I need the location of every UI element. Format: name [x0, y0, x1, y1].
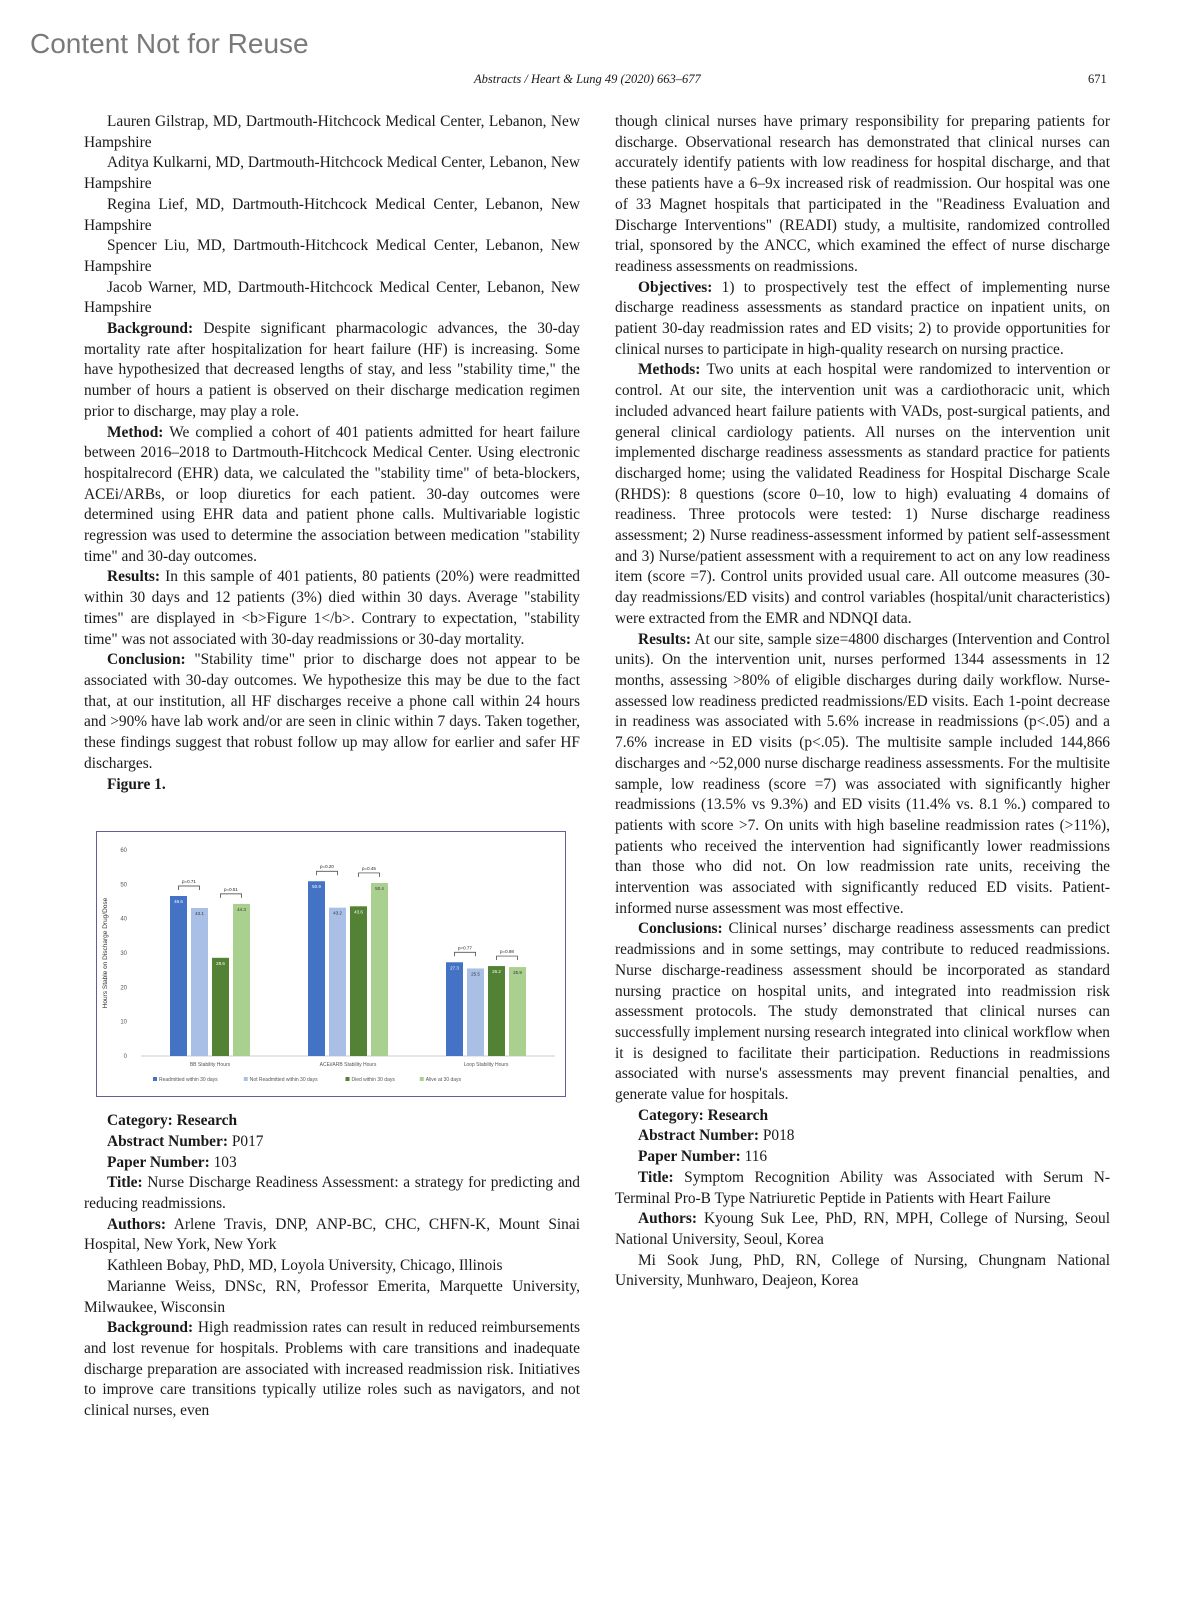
background-label: Background:: [107, 1319, 194, 1337]
bar: [371, 883, 388, 1056]
title-line: [615, 1168, 1110, 1209]
p-value-bracket: [221, 894, 242, 898]
data-label: 46.6: [174, 899, 183, 905]
authors-line: [615, 1209, 1110, 1250]
background-text: High readmission rates can result in reduced reimbursements and lost revenue for hospitals. Problems with care transitions and inadequate discharge preparation are associated with increased readmission risk. Initiatives to improve care transitions typically utilize roles such as navigators, and not clinical nurses, even: [84, 1319, 580, 1420]
results-paragraph: [84, 567, 580, 650]
bar: [509, 967, 526, 1056]
background-label: Background:: [107, 320, 194, 338]
authors-line: [84, 1215, 580, 1256]
legend-label: Alive at 30 days: [425, 1077, 462, 1084]
paper-number-label: Paper Number:: [107, 1153, 210, 1171]
y-tick-label: 10: [120, 1019, 127, 1026]
p-value-bracket: [179, 886, 200, 890]
author-affiliation: Jacob Warner, MD, Dartmouth-Hitchcock Medical Center, Lebanon, New Hampshire: [84, 278, 580, 317]
bar: [212, 958, 229, 1056]
figure-1: [96, 831, 566, 1097]
conclusions-paragraph: [615, 919, 1110, 1105]
bar-chart: [97, 832, 565, 1096]
authors-label: Authors:: [107, 1215, 166, 1233]
data-label: 43.2: [333, 910, 342, 916]
title-value: Nurse Discharge Readiness Assessment: a strategy for predicting and reducing readmissions.: [84, 1174, 580, 1213]
legend-swatch: [244, 1077, 248, 1081]
legend-label: Not Readmitted within 30 days: [249, 1077, 318, 1084]
data-label: 43.1: [195, 911, 204, 917]
right-column: [615, 112, 1110, 1292]
y-tick-label: 30: [120, 951, 127, 958]
y-tick-label: 60: [120, 848, 127, 855]
p-value-bracket: [497, 956, 518, 960]
category-line: [615, 1106, 1110, 1127]
background-text: Despite significant pharmacologic advances, the 30-day mortality rate after hospitalization for heart failure (HF) is increasing. Some have hypothesized that decreased lengths of stay, and less "stability time," the number of hours a patient is observed on their discharge medication regimen prior to discharge, may play a role.: [84, 320, 580, 420]
methods-paragraph: [615, 360, 1110, 629]
background-paragraph: [84, 1318, 580, 1422]
method-paragraph: [84, 423, 580, 568]
y-tick-label: 50: [120, 882, 127, 889]
bar: [170, 896, 187, 1056]
p-value-bracket: [359, 873, 380, 877]
results-label: Results:: [107, 568, 161, 586]
y-tick-label: 40: [120, 916, 127, 923]
methods-text: Two units at each hospital were randomized to intervention or control. At our site, the intervention unit was a cardiothoracic unit, which included advanced heart failure patients with VADs, post-surgical patients, and general clinical cardiology patients. All nurses on the intervention unit implemented discharge readiness assessments as standard practice for patients discharged home; using the validated Readiness for Hospital Discharge Scale (RHDS): 8 questions (score 0–10, low to high) evaluating 4 domains of readiness. Three protocols were tested: 1) Nurse discharge readiness assessment; 2) Nurse readiness-assessment informed by patient self-assessment and 3) Nurse/patient assessment with a requirement to act on any low readiness item (score =7). Control units provided usual care. All outcome measures (30-day readmissions/ED visits) and control variables (hospital/unit characteristics) were extracted from the EMR and NDNQI data.: [615, 361, 1110, 627]
conclusion-label: Conclusion:: [107, 651, 186, 669]
author-affiliation: Spencer Liu, MD, Dartmouth-Hitchcock Medical Center, Lebanon, New Hampshire: [84, 237, 580, 275]
title-label: Title:: [638, 1168, 674, 1186]
conclusion-text: "Stability time" prior to discharge does not appear to be associated with 30-day outcomes. We hypothesize this may be due to the fact that, at our institution, all HF discharges receive a phone call within 24 hours and >90% have lab work and/or are seen in clinic within 7 days. Taken together, these findings suggest that robust follow up may allow for earlier and safer HF discharges.: [84, 651, 580, 772]
p-value-label: p=0.71: [182, 879, 196, 885]
background-paragraph: [84, 319, 580, 423]
method-text: We complied a cohort of 401 patients admitted for heart failure between 2016–2018 to Dartmouth-Hitchcock Medical Center. Using electronic hospitalrecord (EHR) data, we calculated the "stability time" of beta-blockers, ACEi/ARBs, or loop diuretics for each patient. 30-day outcomes were determined using EHR data and patient phone calls. Multivariable logistic regression was used to determine the association between medication "stability time" and 30-day outcomes.: [84, 423, 580, 565]
authors-label: Authors:: [638, 1210, 697, 1228]
author-affiliation: Mi Sook Jung, PhD, RN, College of Nursing, Chungnam National University, Munhwaro, Deajeon, Korea: [615, 1251, 1110, 1290]
data-label: 26.2: [492, 969, 501, 975]
bar: [233, 904, 250, 1056]
authors-value: Kyoung Suk Lee, PhD, RN, MPH, College of Nursing, Seoul National University, Seoul, Korea: [615, 1210, 1111, 1248]
p-value-label: p=0.98: [500, 949, 514, 955]
category-value: Research: [176, 1112, 238, 1130]
category-value: Research: [707, 1106, 769, 1124]
p-value-label: p=0.45: [362, 866, 376, 872]
abstract-number-label: Abstract Number:: [107, 1132, 228, 1150]
p-value-label: p=0.51: [224, 887, 238, 893]
paper-number-value: 103: [213, 1153, 237, 1171]
figure-label: Figure 1.: [107, 775, 166, 793]
data-label: 50.9: [312, 884, 321, 890]
bar: [488, 966, 505, 1056]
objectives-label: Objectives:: [638, 278, 713, 296]
data-label: 50.4: [375, 886, 384, 892]
legend-swatch: [346, 1077, 350, 1081]
bar: [329, 908, 346, 1056]
page-number: 671: [1088, 72, 1107, 86]
bar: [308, 881, 325, 1056]
title-value: Symptom Recognition Ability was Associated with Serum N-Terminal Pro-B Type Natriuretic Peptide in Patients with Heart Failure: [615, 1168, 1110, 1207]
data-label: 25.9: [513, 970, 522, 976]
legend-label: Died within 30 days: [351, 1077, 395, 1084]
authors-value: Arlene Travis, DNP, ANP-BC, CHC, CHFN-K, Mount Sinai Hospital, New York, New York: [84, 1215, 580, 1254]
objectives-text: 1) to prospectively test the effect of implementing nurse discharge readiness assessments as standard practice on inpatient units, on patient 30-day readmission rates and ED visits; 2) to provide opportunities for clinical nurses to participate in high-quality research on nursing practice.: [615, 278, 1110, 358]
bar: [446, 962, 463, 1056]
legend-label: Readmitted within 30 days: [159, 1077, 218, 1084]
legend-swatch: [420, 1077, 424, 1081]
x-category-label: BB Stability Hours: [189, 1062, 231, 1069]
paper-number-line: [84, 1153, 580, 1174]
methods-label: Methods:: [638, 361, 701, 379]
paper-number-line: [615, 1147, 1110, 1168]
y-axis-label: Hours Stable on Discharge Drug/Dose: [102, 897, 109, 1009]
data-label: 25.5: [471, 971, 480, 977]
results-text: In this sample of 401 patients, 80 patients (20%) were readmitted within 30 days and 12 patients (3%) died within 30 days. Average "stability times" are displayed in <b>Figure 1</b>. Contrary to expectation, "stability time" was not associated with 30-day readmissions or 30-day mortality.: [84, 568, 580, 648]
method-label: Method:: [107, 423, 164, 441]
conclusion-paragraph: [84, 650, 580, 774]
x-category-label: Loop Stability Hours: [463, 1062, 509, 1069]
x-category-label: ACEi/ARB Stability Hours: [319, 1062, 377, 1069]
title-label: Title:: [107, 1174, 143, 1192]
author-affiliation: Aditya Kulkarni, MD, Dartmouth-Hitchcock Medical Center, Lebanon, New Hampshire: [84, 154, 580, 193]
abstract-number-value: P017: [231, 1132, 264, 1150]
author-affiliation: Kathleen Bobay, PhD, MD, Loyola University, Chicago, Illinois: [107, 1257, 503, 1275]
abstract-number-label: Abstract Number:: [638, 1127, 759, 1145]
y-tick-label: 0: [123, 1054, 127, 1061]
p-value-label: p=0.77: [458, 945, 472, 951]
legend-swatch: [153, 1077, 157, 1081]
left-column: [84, 112, 580, 1422]
data-label: 27.3: [450, 965, 459, 971]
p-value-label: p=0.20: [320, 864, 334, 870]
results-paragraph: [615, 630, 1110, 920]
category-line: [84, 1111, 580, 1132]
conclusions-text: Clinical nurses’ discharge readiness assessments can predict readmissions and in some settings, may contribute to reduced readmissions. Nurse discharge-readiness assessment should be incorporated as standard nursing practice on hospital units, and integrated into readmission risk assessment protocols. The study demonstrated that clinical nurses can successfully implement nursing research integrated into clinical workflow when it is designed to facilitate their participation. Reductions in readmissions associated with nurse's assessments may prevent financial penalties, and generate value for hospitals.: [615, 920, 1110, 1104]
data-label: 43.6: [354, 909, 363, 915]
author-affiliation: Regina Lief, MD, Dartmouth-Hitchcock Medical Center, Lebanon, New Hampshire: [84, 195, 580, 234]
bar: [467, 969, 484, 1057]
bar: [350, 907, 367, 1057]
watermark: Content Not for Reuse: [30, 28, 309, 59]
paper-number-label: Paper Number:: [638, 1148, 741, 1166]
data-label: 44.3: [237, 907, 246, 913]
journal-citation: Abstracts / Heart & Lung 49 (2020) 663–677: [474, 72, 701, 86]
continuation-paragraph: though clinical nurses have primary responsibility for preparing patients for discharge. Observational research has demonstrated that clinical nurses can accurately identify patients with low readiness for hospital discharge, and that these patients have a 6–9x increased risk of readmission. Our hospital was one of 33 Magnet hospitals that participated in the "Readiness Evaluation and Discharge Interventions" (READI) study, a multisite, randomized controlled trial, sponsored by the ANCC, which examined the effect of nurse discharge readiness assessments on readmissions.: [615, 113, 1110, 275]
p-value-bracket: [317, 871, 338, 875]
p-value-bracket: [455, 952, 476, 956]
results-text: At our site, sample size=4800 discharges (Intervention and Control units). On the intervention unit, nurses performed 1344 assessments in 12 months, assessing >80% of eligible discharges during daily workflow. Nurse-assessed low readiness predicted readmissions/ED visits. Each 1-point decrease in readiness was associated with 5.6% increase in readmissions (p<.05) and a 7.6% increase in ED visits (p<.05). The multisite sample included 144,866 discharges and ~52,000 nurse discharge readiness assessments. For the multisite sample, low readiness (score =7) was associated with significantly higher readmissions (13.5% vs 9.3%) and ED visits (11.4% vs. 8.1 %.) compared to patients with score >7. On units with high baseline readmission rates (>11%), patients who received the intervention had significantly lower readmissions than those who did not. On low readmission rate units, receiving the intervention was associated with significantly reduced ED visits. Patient-informed nurse assessment was most effective.: [615, 630, 1110, 917]
figure-caption: [84, 775, 580, 796]
paper-number-value: 116: [744, 1148, 768, 1166]
author-affiliation: Marianne Weiss, DNSc, RN, Professor Emerita, Marquette University, Milwaukee, Wisconsin: [84, 1277, 580, 1316]
category-label: Category:: [638, 1106, 704, 1124]
author-affiliation: Lauren Gilstrap, MD, Dartmouth-Hitchcock Medical Center, Lebanon, New Hampshire: [84, 113, 580, 151]
abstract-number-line: [615, 1126, 1110, 1147]
bar: [191, 908, 208, 1056]
title-line: [84, 1173, 580, 1214]
data-label: 28.6: [216, 961, 225, 967]
objectives-paragraph: [615, 278, 1110, 361]
abstract-number-value: P018: [762, 1127, 795, 1145]
y-tick-label: 20: [120, 985, 127, 992]
category-label: Category:: [107, 1112, 173, 1130]
abstract-number-line: [84, 1132, 580, 1153]
results-label: Results:: [638, 630, 692, 648]
conclusions-label: Conclusions:: [638, 920, 723, 938]
